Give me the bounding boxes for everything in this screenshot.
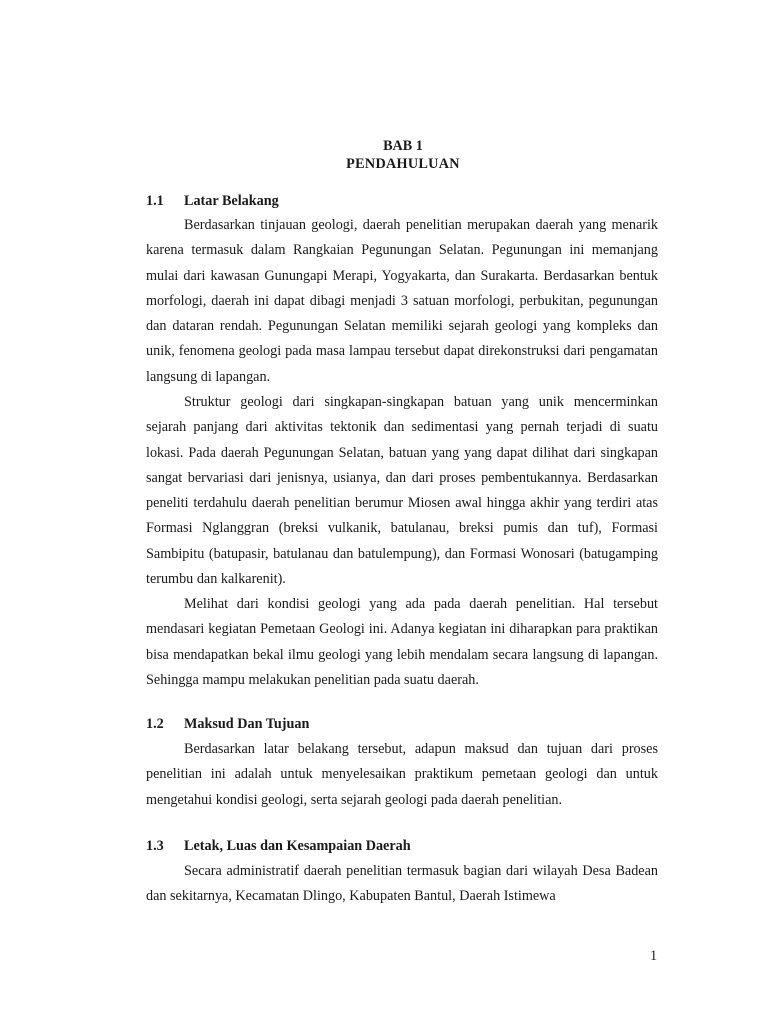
section-heading-maksud-tujuan <box>146 716 309 733</box>
paragraph-latar-belakang-2: Struktur geologi dari singkapan-singkapan batuan yang unik mencerminkan sejarah panjang dari aktivitas tektonik dan sedimentasi yang pernah terjadi di suatu lokasi. Pada daerah Pegunungan Selatan, batuan yang yang dapat dilihat dari singkapan sangat bervariasi dari jenisnya, usianya, dan dari proses pembentukannya. Berdasarkan peneliti terdahulu daerah penelitian berumur Miosen awal hingga akhir yang terdiri atas Formasi Nglanggran (breksi vulkanik, batulanau, breksi pumis dan tuf), Formasi Sambipitu (batupasir, batulanau dan batulempung), dan Formasi Wonosari (batugamping terumbu dan kalkarenit). <box>146 394 658 588</box>
section-heading-latar-belakang <box>146 193 279 210</box>
page-number: 1 <box>650 948 658 964</box>
paragraph-letak-luas: Secara administratif daerah penelitian termasuk bagian dari wilayah Desa Badean dan sekitarnya, Kecamatan Dlingo, Kabupaten Bantul, Daerah Istimewa <box>146 863 658 905</box>
chapter-title: PENDAHULUAN <box>346 156 460 172</box>
section-title: Letak, Luas dan Kesampaian Daerah <box>184 838 411 854</box>
paragraph-latar-belakang-1: Berdasarkan tinjauan geologi, daerah penelitian merupakan daerah yang menarik karena termasuk dalam Rangkaian Pegunungan Selatan. Pegunungan ini memanjang mulai dari kawasan Gunungapi Merapi, Yogyakarta, dan Surakarta. Berdasarkan bentuk morfologi, daerah ini dapat dibagi menjadi 3 satuan morfologi, perbukitan, pegunungan dan dataran rendah. Pegunungan Selatan memiliki sejarah geologi yang kompleks dan unik, fenomena geologi pada masa lampau tersebut dapat direkonstruksi dari pengamatan langsung di lapangan. <box>146 217 658 385</box>
section-title: Latar Belakang <box>184 193 279 209</box>
chapter-label: BAB 1 <box>383 138 423 154</box>
section-title: Maksud Dan Tujuan <box>184 716 310 732</box>
section-heading-letak-luas <box>146 838 411 855</box>
section-number: 1.1 <box>146 193 164 209</box>
section-number: 1.2 <box>146 716 164 732</box>
paragraph-latar-belakang-3: Melihat dari kondisi geologi yang ada pada daerah penelitian. Hal tersebut mendasari kegiatan Pemetaan Geologi ini. Adanya kegiatan ini diharapkan para praktikan bisa mendapatkan bekal ilmu geologi yang lebih mendalam secara langsung di lapangan. Sehingga mampu melakukan penelitian pada suatu daerah. <box>146 596 658 688</box>
paragraph-maksud-tujuan: Berdasarkan latar belakang tersebut, adapun maksud dan tujuan dari proses penelitian ini adalah untuk menyelesaikan praktikum pemetaan geologi dan untuk mengetahui kondisi geologi, serta sejarah geologi pada daerah penelitian. <box>146 741 658 808</box>
section-number: 1.3 <box>146 838 164 854</box>
